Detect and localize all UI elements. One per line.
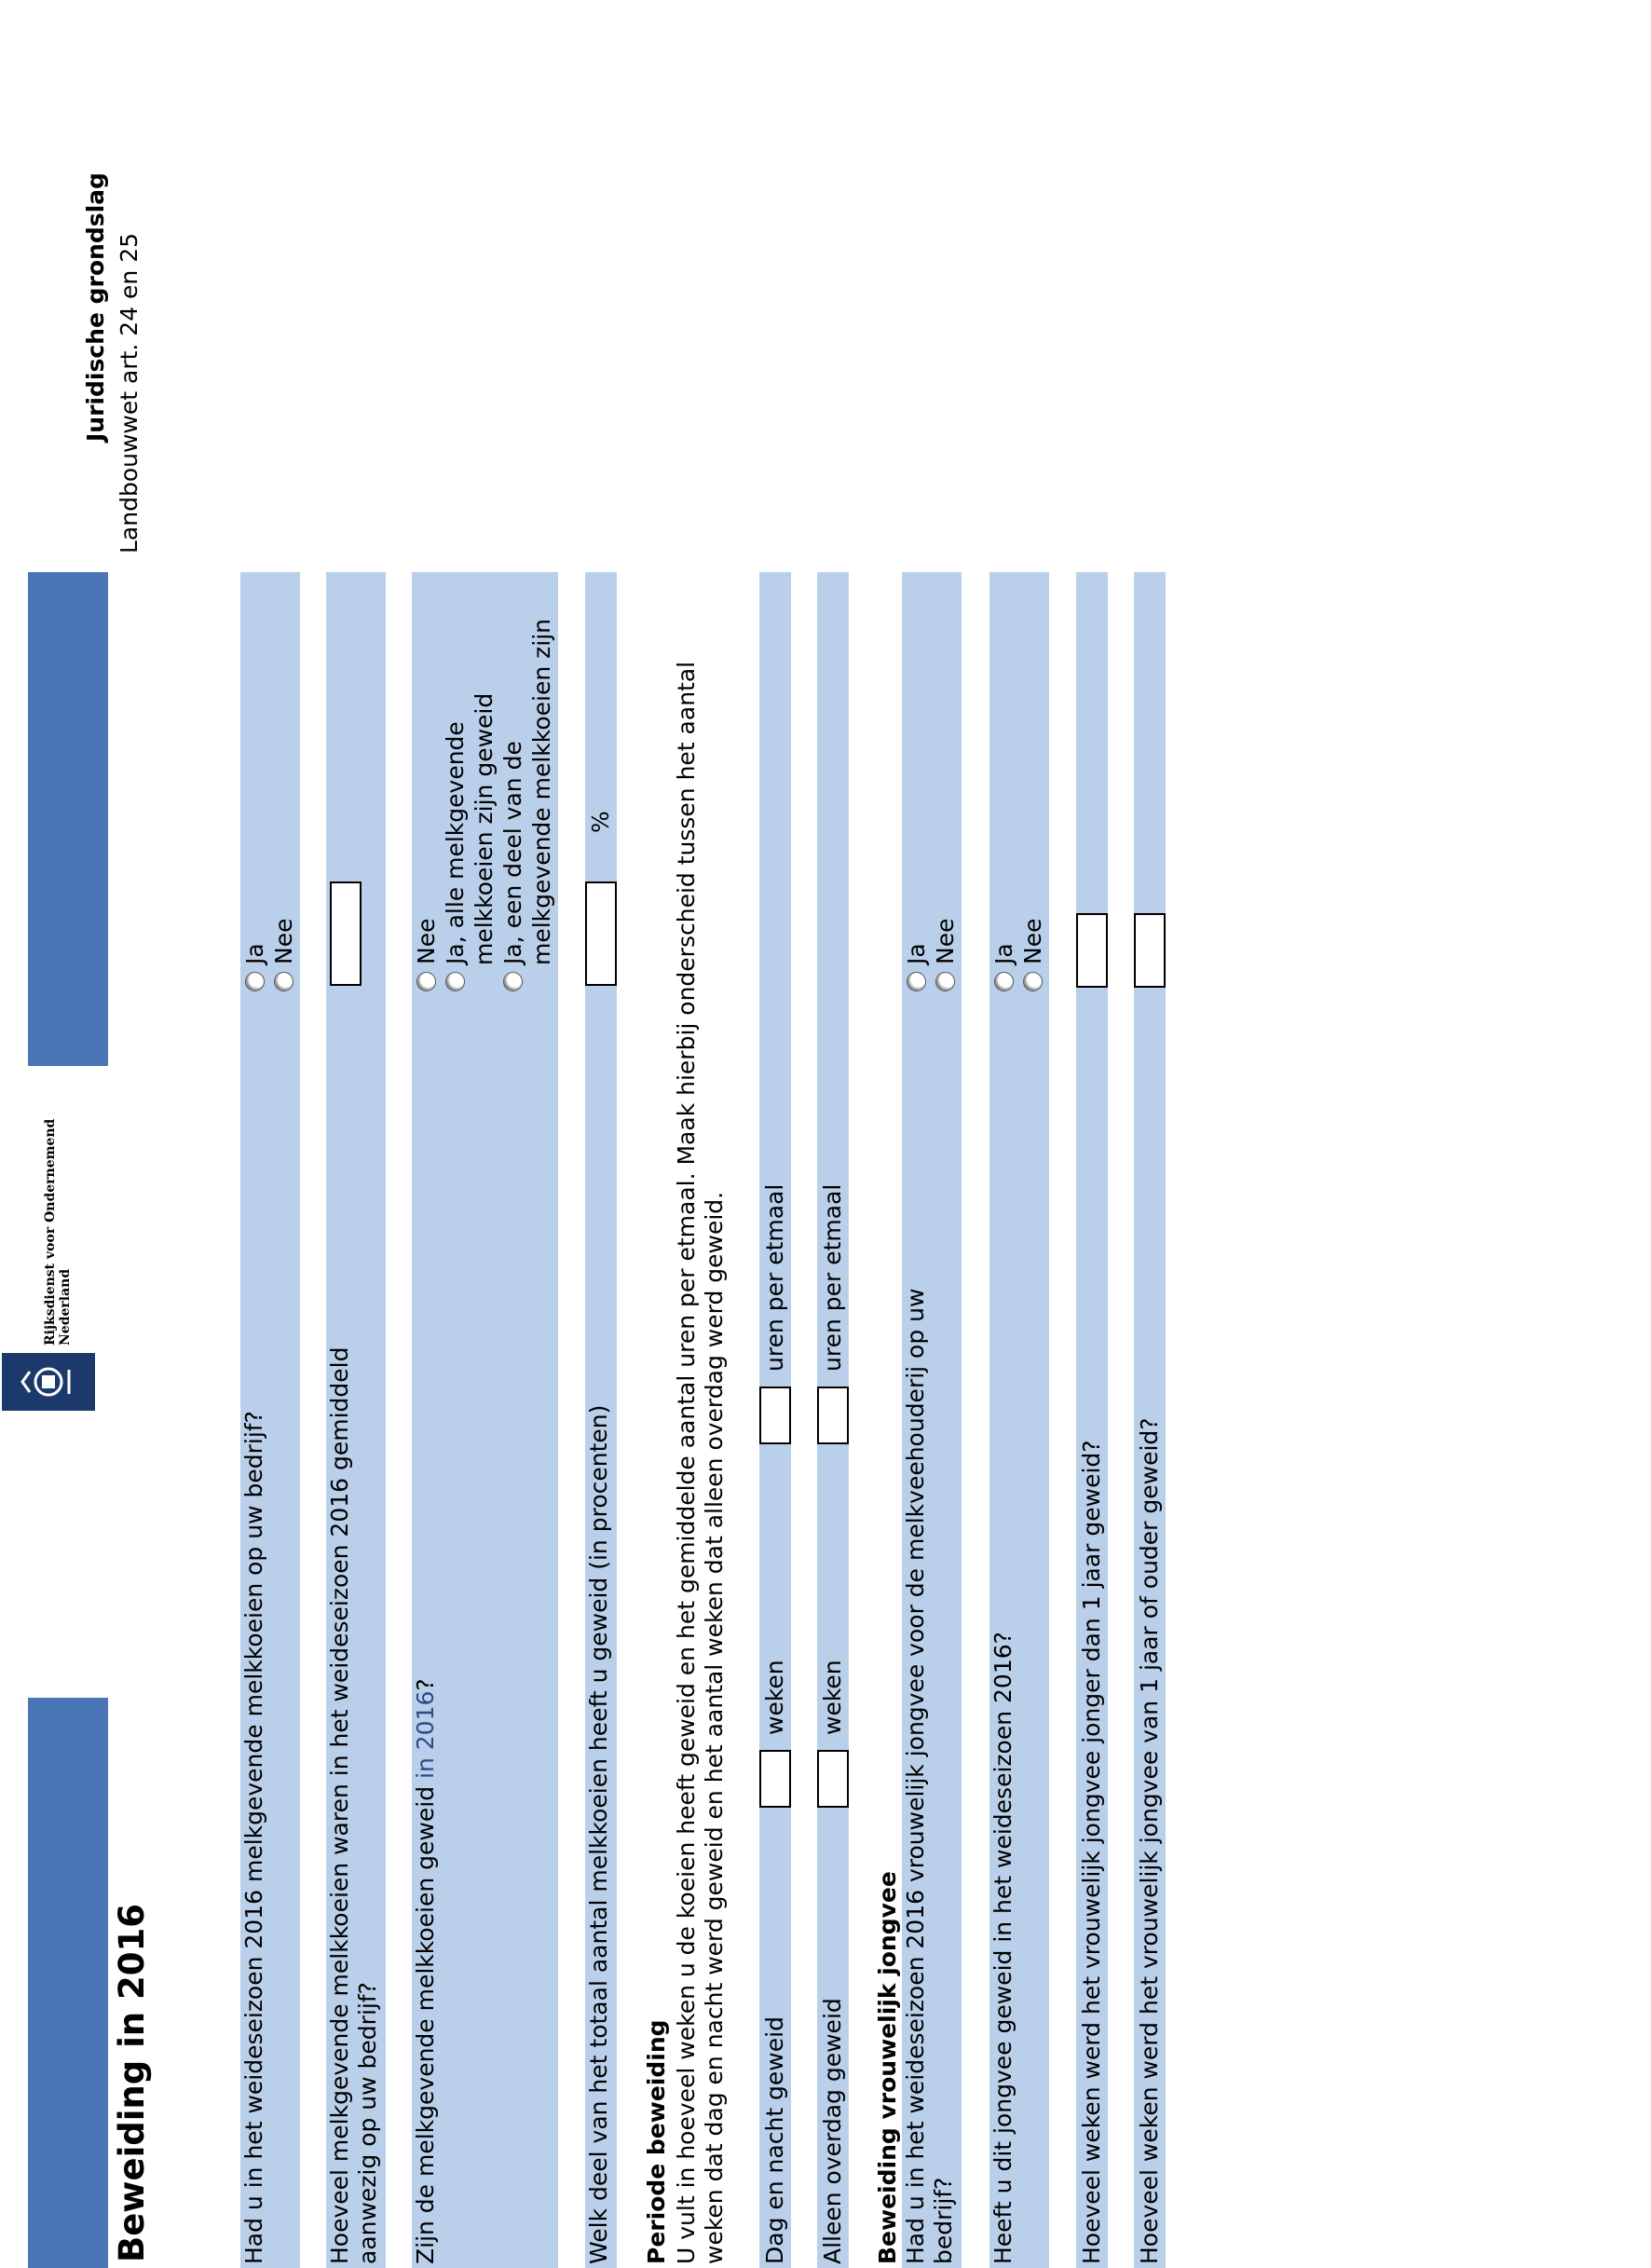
weken-dag-nacht-input[interactable] <box>759 1750 791 1808</box>
uren-overdag-input[interactable] <box>817 1387 849 1444</box>
page-title: Beweiding in 2016 <box>112 1903 152 2262</box>
question-text: Hoeveel weken werd het vrouwelijk jongvee jonger dan 1 jaar geweid? <box>1078 1440 1105 2264</box>
period-row-dag-nacht <box>759 572 791 2268</box>
question-row-jongvee-geweid <box>989 572 1049 2268</box>
option-ja-alle-line2: melkkoeien zijn geweid <box>471 692 498 965</box>
question-row-jongvee <box>902 572 962 2268</box>
section-heading-jongvee: Beweiding vrouwelijk jongvee <box>874 1871 901 2264</box>
option-ja-alle[interactable]: Ja, alle melkgevende <box>441 721 470 991</box>
aantal-melkkoeien-input[interactable] <box>330 881 362 986</box>
procent-input[interactable] <box>585 881 617 986</box>
question-row-geweid <box>412 572 558 2268</box>
radio-icon[interactable] <box>245 972 265 991</box>
legal-text: Landbouwwet art. 24 en 25 <box>116 232 143 553</box>
option-ja[interactable]: Ja <box>240 943 269 991</box>
period-row-overdag <box>817 572 849 2268</box>
option-nee[interactable]: Nee <box>412 919 441 991</box>
radio-icon[interactable] <box>416 972 436 991</box>
uren-unit: uren per etmaal <box>761 1183 788 1372</box>
question-text: Heeft u dit jongvee geweid in het weideseizoen 2016? <box>989 1632 1017 2264</box>
question-text: Hoeveel melkgevende melkkoeien waren in het weideseizoen 2016 gemiddeld aanwezig op uw bedrijf? <box>326 1346 381 2264</box>
org-name-line2: Nederland <box>58 1268 73 1346</box>
question-text: Had u in het weideseizoen 2016 melkgevende melkkoeien op uw bedrijf? <box>240 1411 267 2264</box>
weken-ouder-input[interactable] <box>1134 913 1166 988</box>
option-ja-deel-line2: melkgevende melkkoeien zijn <box>528 618 555 965</box>
weken-unit: weken <box>761 1660 788 1735</box>
option-ja[interactable]: Ja <box>902 943 931 991</box>
radio-icon[interactable] <box>1023 972 1043 991</box>
option-ja[interactable]: Ja <box>989 943 1018 991</box>
weken-unit: weken <box>819 1660 846 1735</box>
option-ja-deel[interactable]: Ja, een deel van de <box>498 741 527 991</box>
period-label: Dag en nacht geweid <box>761 2016 788 2264</box>
question-row-jongvee-ouder <box>1134 572 1166 2268</box>
coat-of-arms-icon <box>2 1353 95 1411</box>
question-text: Hoeveel weken werd het vrouwelijk jongvee van 1 jaar of ouder geweid? <box>1136 1417 1163 2264</box>
period-intro: U vult in hoeveel weken u de koeien heeft geweid en het gemiddelde aantal uren per etmaal. Maak hierbij onderscheid tussen het aantal weken dat dag en nacht werd geweid en het aantal weken dat alleen overdag werd geweid. <box>673 661 728 2264</box>
header-band-left <box>28 1698 108 2268</box>
radio-icon[interactable] <box>935 972 955 991</box>
question-row-jongvee-jonger <box>1076 572 1108 2268</box>
radio-icon[interactable] <box>445 972 465 991</box>
header-band-right <box>28 572 108 1066</box>
question-row-melkkoeien <box>240 572 300 2268</box>
radio-icon[interactable] <box>274 972 293 991</box>
period-label: Alleen overdag geweid <box>819 1998 846 2264</box>
option-nee[interactable]: Nee <box>269 919 298 991</box>
percent-unit: % <box>587 811 614 833</box>
question-text: Welk deel van het totaal aantal melkkoeien heeft u geweid (in procenten) <box>585 1404 612 2264</box>
radio-icon[interactable] <box>503 972 523 991</box>
uren-unit: uren per etmaal <box>819 1183 846 1372</box>
legal-title: Juridische grondslag <box>82 172 109 442</box>
org-name-line1: Rijksdienst voor Ondernemend <box>43 1118 58 1346</box>
uren-dag-nacht-input[interactable] <box>759 1387 791 1444</box>
option-nee[interactable]: Nee <box>931 919 960 991</box>
question-row-aantal <box>326 572 386 2268</box>
radio-icon[interactable] <box>994 972 1014 991</box>
question-text: Had u in het weideseizoen 2016 vrouwelijk jongvee voor de melkveehouderij op uw bedrijf? <box>902 1288 957 2264</box>
option-nee[interactable]: Nee <box>1018 919 1047 991</box>
weken-jonger-input[interactable] <box>1076 913 1108 988</box>
question-row-procent <box>585 572 617 2268</box>
section-heading-periode: Periode beweiding <box>643 2019 670 2264</box>
radio-icon[interactable] <box>907 972 926 991</box>
question-text: Zijn de melkgevende melkkoeien geweid in 2016? <box>412 1678 439 2264</box>
weken-overdag-input[interactable] <box>817 1750 849 1808</box>
logo <box>2 1057 104 1411</box>
